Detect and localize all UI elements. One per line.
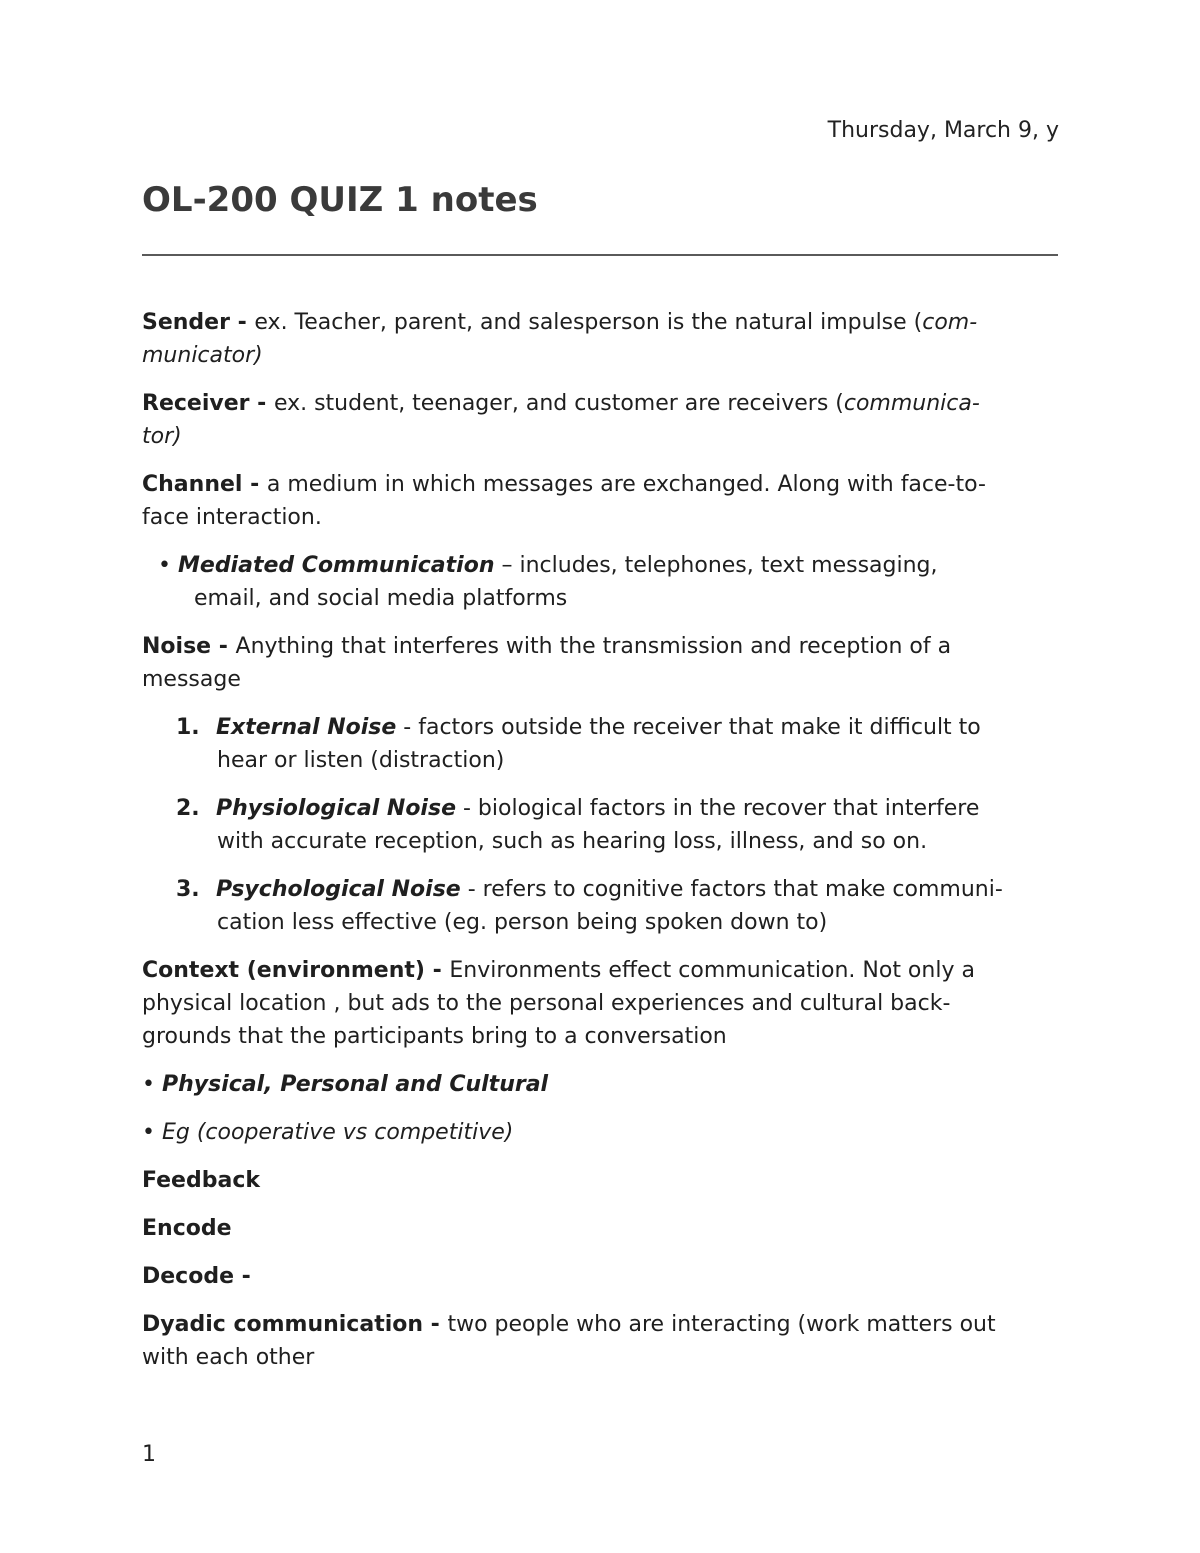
sender-line-1: [142, 306, 1062, 339]
context-bullet-2: [142, 1116, 1062, 1149]
mediated-line-2: email, and social media platforms: [194, 586, 568, 611]
bullet-icon: •: [158, 553, 171, 578]
date-header: Thursday, March 9, y: [827, 118, 1059, 143]
list-number: 3.: [176, 877, 200, 902]
page-title: OL-200 QUIZ 1 notes: [142, 180, 538, 220]
noise-type-text: - refers to cognitive factors that make communi-: [460, 877, 1003, 902]
dyadic-term: Dyadic communication -: [142, 1312, 448, 1337]
context-line-3: grounds that the participants bring to a conversation: [142, 1024, 727, 1049]
noise-type-text: - biological factors in the recover that interfere: [456, 796, 980, 821]
bullet-icon: •: [142, 1120, 155, 1145]
receiver-line-1: [142, 387, 1062, 420]
sender-text: ex. Teacher, parent, and salesperson is the natural impulse (: [254, 310, 923, 335]
channel-term: Channel -: [142, 472, 267, 497]
noise-line-1: [142, 630, 1062, 663]
mediated-text: – includes, telephones, text messaging,: [494, 553, 938, 578]
encode-term: Encode: [142, 1216, 232, 1241]
context-line-1: [142, 954, 1062, 987]
noise-type-2-line-2: with accurate reception, such as hearing loss, illness, and so on.: [217, 829, 928, 854]
dyadic-text: two people who are interacting (work matters out: [447, 1312, 996, 1337]
noise-line-2: message: [142, 667, 241, 692]
noise-type-3-line-1: [176, 873, 1062, 906]
noise-type-1-line-2: hear or listen (distraction): [217, 748, 505, 773]
title-divider: [142, 254, 1058, 256]
channel-text: a medium in which messages are exchanged. Along with face-to-: [266, 472, 986, 497]
channel-line-2: face interaction.: [142, 505, 322, 530]
decode-term: Decode -: [142, 1264, 251, 1289]
noise-term: Noise -: [142, 634, 236, 659]
context-line-2: physical location , but ads to the personal experiences and cultural back-: [142, 991, 951, 1016]
noise-type-1-line-1: [176, 711, 1062, 744]
receiver-term: Receiver -: [142, 391, 274, 416]
list-number: 1.: [176, 715, 200, 740]
receiver-italic: communica-: [843, 391, 980, 416]
sender-line-2: municator): [142, 343, 263, 368]
feedback-term: Feedback: [142, 1168, 260, 1193]
noise-type-text: - factors outside the receiver that make it difficult to: [396, 715, 981, 740]
noise-text: Anything that interferes with the transmission and reception of a: [235, 634, 952, 659]
sender-italic: com-: [922, 310, 978, 335]
page-number: 1: [142, 1442, 156, 1467]
mediated-line-1: [158, 549, 1062, 582]
receiver-line-2: tor): [142, 424, 182, 449]
noise-type-3-line-2: cation less effective (eg. person being spoken down to): [217, 910, 828, 935]
dyadic-line-1: [142, 1308, 1062, 1341]
receiver-text: ex. student, teenager, and customer are receivers (: [273, 391, 844, 416]
context-bullet-text: Eg (cooperative vs competitive): [161, 1120, 514, 1145]
list-number: 2.: [176, 796, 200, 821]
context-text: Environments effect communication. Not only a: [449, 958, 975, 983]
noise-type-term: External Noise: [216, 715, 397, 740]
context-bullet-text: Physical, Personal and Cultural: [161, 1072, 549, 1097]
bullet-icon: •: [142, 1072, 155, 1097]
dyadic-line-2: with each other: [142, 1345, 315, 1370]
sender-term: Sender -: [142, 310, 255, 335]
channel-line-1: [142, 468, 1062, 501]
context-bullet-1: [142, 1068, 1062, 1101]
noise-type-2-line-1: [176, 792, 1062, 825]
noise-type-term: Psychological Noise: [216, 877, 461, 902]
mediated-term: Mediated Communication: [178, 553, 495, 578]
noise-type-term: Physiological Noise: [216, 796, 456, 821]
context-term: Context (environment) -: [142, 958, 450, 983]
notes-body: [142, 306, 1062, 1374]
